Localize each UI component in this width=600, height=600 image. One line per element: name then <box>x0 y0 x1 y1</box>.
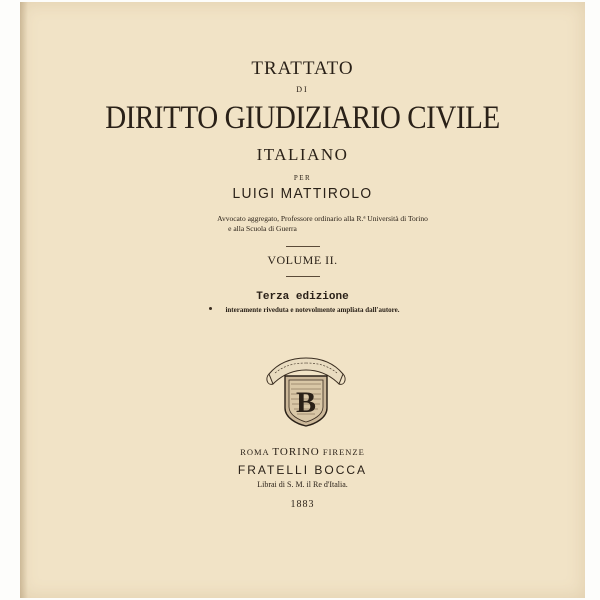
title-di: DI <box>296 85 309 94</box>
publisher-monogram-b-icon <box>265 344 347 428</box>
title-main: DIRITTO GIUDIZIARIO CIVILE <box>105 100 500 136</box>
affiliation-line-2: e alla Scuola di Guerra <box>228 224 297 233</box>
svg-text:B: B <box>295 386 317 419</box>
city-roma: ROMA <box>240 447 270 457</box>
book-page <box>20 2 585 598</box>
title-per: PER <box>293 174 312 182</box>
edition-note: interamente riveduta e notevolmente ampliata dall'autore. <box>225 306 400 314</box>
title-sub: ITALIANO <box>256 145 349 164</box>
publisher-name: FRATELLI BOCCA <box>237 463 368 477</box>
city-firenze: FIRENZE <box>322 447 365 457</box>
imprint-cities <box>20 446 585 458</box>
publication-year: 1883 <box>290 499 315 510</box>
divider-bottom <box>286 276 320 277</box>
author-name: LUIGI MATTIROLO <box>232 185 373 202</box>
author-affiliation <box>20 214 585 234</box>
edition-label: Terza edizione <box>256 291 349 303</box>
divider-top <box>286 246 320 247</box>
title-top: TRATTATO <box>251 58 354 79</box>
volume-label: VOLUME II. <box>267 253 338 267</box>
affiliation-line-1: Avvocato aggregato, Professore ordinario alla R.ª Università di Torino <box>217 214 428 223</box>
publisher-note: Librai di S. M. il Re d'Italia. <box>257 480 348 489</box>
city-torino: TORINO <box>272 446 320 458</box>
